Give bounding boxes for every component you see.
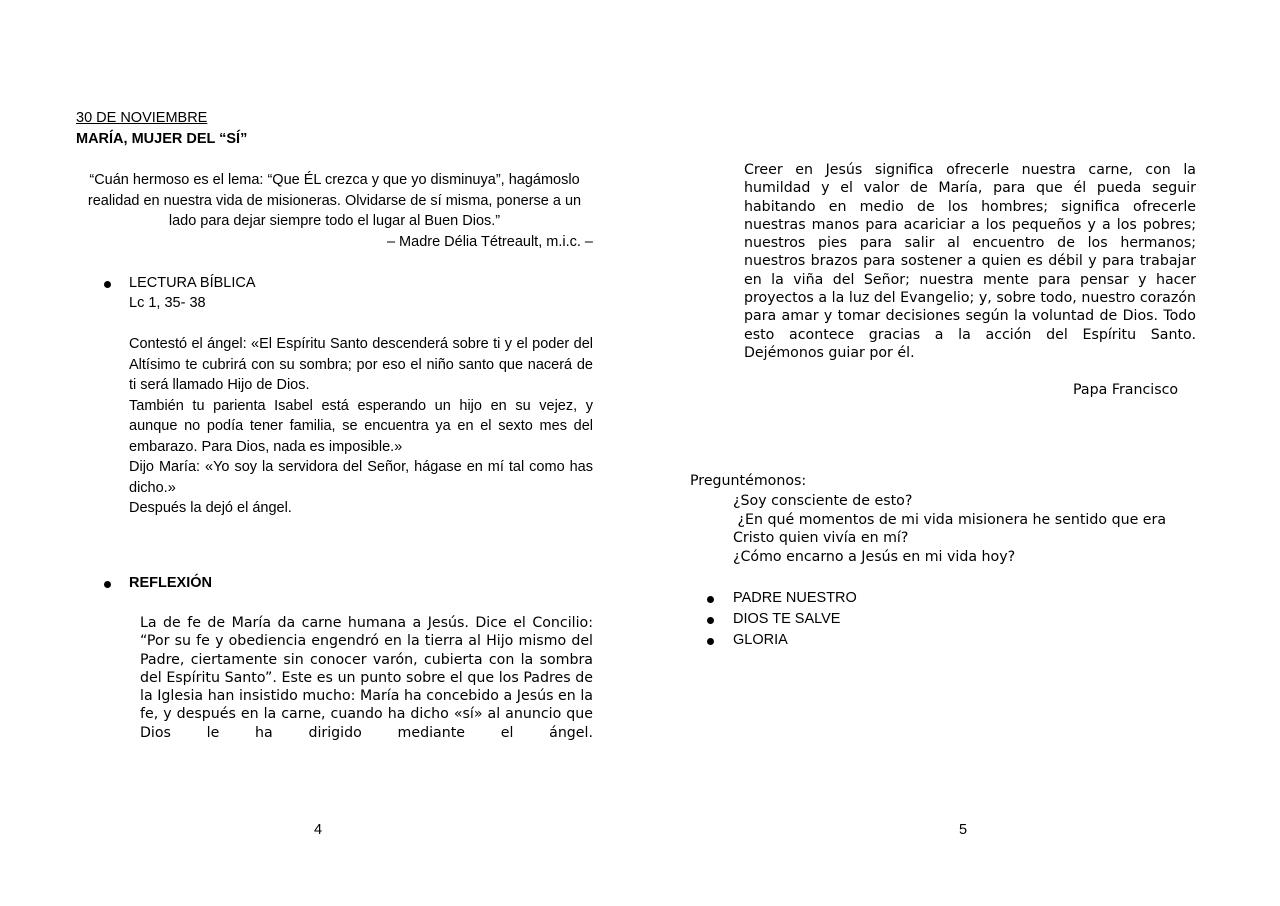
- quote-line: lado para dejar siempre todo el lugar al Buen Dios.”: [168, 213, 501, 229]
- prayer-item: DIOS TE SALVE: [733, 611, 841, 627]
- page-number-right: 5: [959, 822, 968, 838]
- bullet-icon: [707, 638, 714, 645]
- reflection-label: REFLEXIÓN: [129, 575, 212, 591]
- reading-paragraph: También tu parienta Isabel está esperando un hijo en su vejez, y aunque no podía tener familia, se encuentra ya en el sexto mes del embarazo. Para Dios, nada es imposible.»: [129, 397, 593, 455]
- reading-paragraph: Contestó el ángel: «El Espíritu Santo descenderá sobre ti y el poder del Altísimo te cubrirá con su sombra; por eso el niño santo que nacerá de ti será llamado Hijo de Dios.: [129, 336, 593, 393]
- reading-paragraph: Dijo María: «Yo soy la servidora del Señor, hágase en mí tal como has dicho.»: [129, 459, 593, 496]
- quote-line: realidad en nuestra vida de misioneras. Olvidarse de sí misma, ponerse a un: [87, 192, 582, 209]
- quote-author: – Madre Délia Tétreault, m.i.c. –: [386, 234, 593, 250]
- bullet-icon: [104, 281, 111, 288]
- reflection-text: [140, 614, 593, 744]
- prayer-item: PADRE NUESTRO: [733, 590, 857, 606]
- epigraph-quote: [76, 170, 593, 232]
- question-line: ¿Cómo encarno a Jesús en mi vida hoy?: [733, 549, 1016, 565]
- page-number-left: 4: [314, 822, 323, 838]
- citation-author: Papa Francisco: [1073, 382, 1179, 398]
- date-heading: 30 DE NOVIEMBRE: [76, 110, 208, 126]
- question-line: ¿Soy consciente de esto?: [733, 493, 913, 509]
- page-title: MARÍA, MUJER DEL “SÍ”: [76, 131, 248, 147]
- quote-line: “Cuán hermoso es el lema: “Que ÉL crezca y que yo disminuya”, hagámoslo: [89, 172, 580, 188]
- prayer-item: GLORIA: [733, 632, 788, 648]
- reading-text: [129, 334, 593, 519]
- reflection-paragraph: La de fe de María da carne humana a Jesús. Dice el Concilio: “Por su fe y obediencia engendró en la tierra al Hijo mismo del Padre, ciertamente sin conocer varón, cubierta con la sombra del Espíritu Santo”. Este es un punto sobre el que los Padres de la Iglesia han insistido mucho: María ha concebido a Jesús en la fe, y después en la carne, cuando ha dicho «sí» al anuncio que Dios le ha dirigido mediante el ángel.: [140, 615, 593, 741]
- reflection-paragraph: Creer en Jesús significa ofrecerle nuestra carne, con la humildad y el valor de María, para que él pueda seguir habitando en medio de los hombres; significa ofrecerle nuestras manos para acariciar a los pequeños y a los pobres; nuestros pies para salir al encuentro de los hermanos; nuestros brazos para sostener a quien es débil y para trabajar en la viña del Señor; nuestra mente para pensar y hacer proyectos a la luz del Evangelio; y, sobre todo, nuestro corazón para amar y tomar decisiones según la voluntad de Dios. Todo esto acontece gracias a la acción del Espíritu Santo. Dejémonos guiar por él.: [744, 162, 1196, 361]
- bullet-icon: [707, 617, 714, 624]
- reading-label: LECTURA BÍBLICA: [129, 275, 256, 291]
- question-line: Cristo quien vivía en mí?: [733, 530, 909, 546]
- bullet-icon: [104, 581, 111, 588]
- reflection-continuation: [744, 161, 1196, 362]
- bullet-icon: [707, 596, 714, 603]
- reading-reference: Lc 1, 35- 38: [129, 295, 206, 311]
- reading-paragraph: Después la dejó el ángel.: [129, 500, 292, 516]
- questions-heading: Preguntémonos:: [690, 473, 807, 489]
- question-line: ¿En qué momentos de mi vida misionera he sentido que era: [733, 512, 1167, 528]
